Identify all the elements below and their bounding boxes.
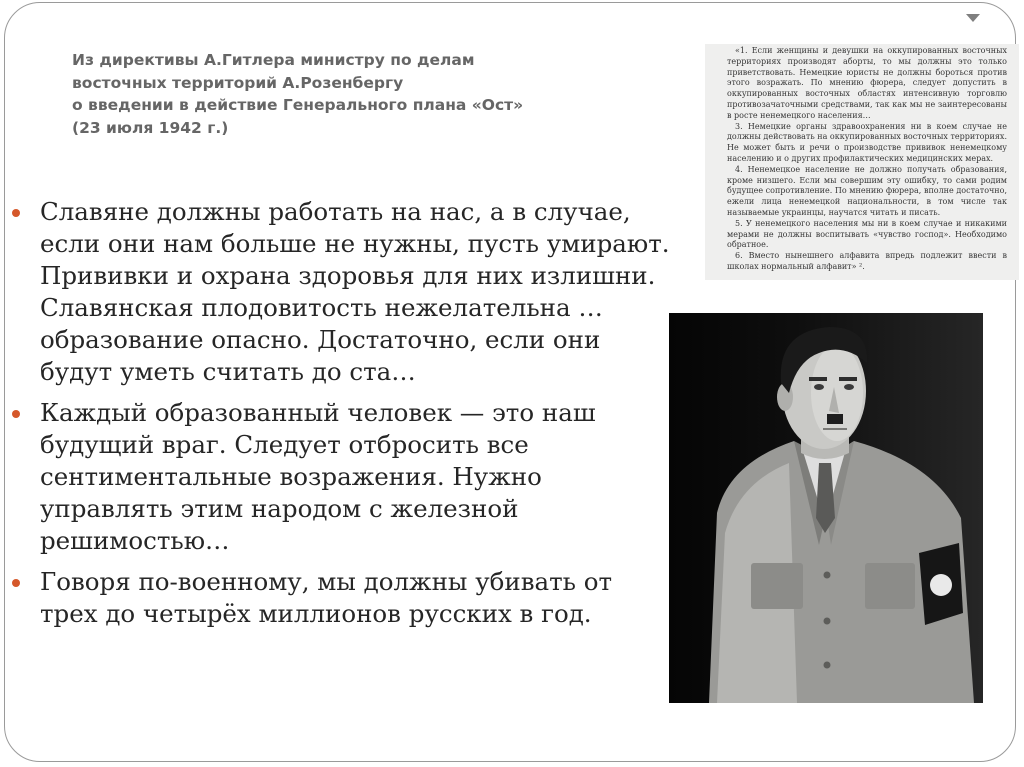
bullet-dot-icon [12, 209, 20, 217]
corner-triangle-icon [966, 14, 980, 22]
portrait-photo [669, 313, 983, 703]
bullet-item [10, 397, 675, 557]
bullet-text: Говоря по-военному, мы должны убивать от трех до четырёх миллионов русских в год. [40, 567, 613, 628]
bullet-list [10, 196, 675, 639]
document-paragraph: 5. У ненемецкого населения мы ни в коем случае и никакими мерами не должны воспитывать «чувство господ». Необходимо обратное. [727, 218, 1007, 250]
title-line: восточных территорий А.Розенбергу [72, 73, 404, 92]
bullet-text: Каждый образованный человек — это наш будущий враг. Следует отбросить все сентиментальные возражения. Нужно управлять этим народом с железной решимостью… [40, 398, 596, 555]
slide-title [72, 49, 632, 139]
document-paragraph: «1. Если женщины и девушки на оккупированных восточных территориях производят аборты, то мы должны это только приветствовать. Немецкие юристы не должны бороться против этого возражать. По мнению фюрера, следует допустить в оккупированных восточных областях интенсивную торговлю противозачаточными средствами, так как мы не заинтересованы в росте ненемецкого населения… [727, 46, 1007, 120]
title-line: о введении в действие Генерального плана «Ост» [72, 96, 524, 114]
title-line: (23 июля 1942 г.) [72, 118, 229, 137]
document-paragraph: 6. Вместо нынешнего алфавита впредь подлежит ввести в школах нормальный алфавит» ². [727, 251, 1007, 271]
bullet-dot-icon [12, 579, 20, 587]
bullet-dot-icon [12, 410, 20, 418]
document-paragraph: 4. Ненемецкое население не должно получать образования, кроме низшего. Если мы совершим эту ошибку, то сами родим будущее сопротивление. По мнению фюрера, вполне достаточно, ежели лица ненемецкой национальности, в том числе так называемые украинцы, научатся читать и писать. [727, 164, 1007, 217]
document-paragraph: 3. Немецкие органы здравоохранения ни в коем случае не должны действовать на оккупированных восточных территориях. Не может быть и речи о производстве прививок ненемецкому населению и о других профилактических медицинских мерах. [727, 121, 1007, 163]
bullet-text: Славяне должны работать на нас, а в случае, если они нам больше не нужны, пусть умирают. Прививки и охрана здоровья для них излишни. Славянская плодовитость нежелательна … образование опасно. Достаточно, если они будут уметь считать до ста… [40, 197, 670, 386]
portrait-illustration [669, 313, 983, 703]
bullet-item [10, 566, 675, 630]
title-line: Из директивы А.Гитлера министру по делам [72, 51, 475, 69]
document-scan [705, 44, 1019, 280]
bullet-item [10, 196, 675, 388]
